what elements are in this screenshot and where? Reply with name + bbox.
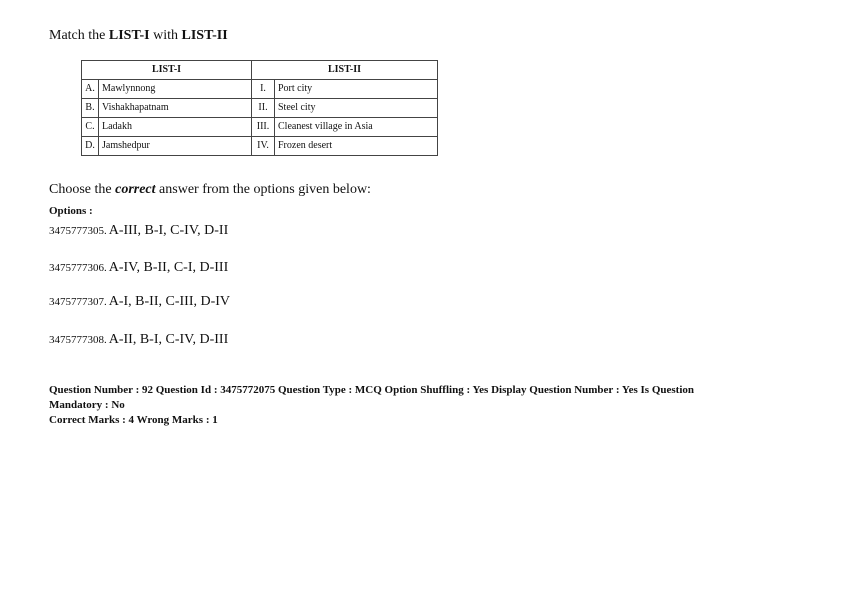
option-text: A-I, B-II, C-III, D-IV bbox=[108, 294, 231, 309]
option-3[interactable] bbox=[49, 292, 230, 310]
list1-item: Mawlynnong bbox=[99, 80, 252, 99]
list2-label: III. bbox=[252, 118, 275, 137]
list2-header: LIST-II bbox=[252, 61, 438, 80]
instruction-suffix: answer from the options given below: bbox=[155, 182, 371, 197]
instruction-text bbox=[49, 182, 371, 198]
list1-label: D. bbox=[82, 137, 99, 156]
heading-list1: LIST-I bbox=[108, 28, 150, 43]
option-text: A-IV, B-II, C-I, D-III bbox=[108, 260, 229, 275]
list1-header: LIST-I bbox=[82, 61, 252, 80]
list2-item: Steel city bbox=[275, 99, 438, 118]
heading-middle: with bbox=[149, 28, 182, 43]
list2-label: IV. bbox=[252, 137, 275, 156]
question-heading bbox=[49, 28, 228, 44]
option-2[interactable] bbox=[49, 258, 228, 276]
option-1[interactable] bbox=[49, 221, 228, 239]
option-text: A-II, B-I, C-IV, D-III bbox=[108, 332, 229, 347]
option-id: 3475777305. bbox=[49, 225, 107, 237]
question-meta-line1: Question Number : 92 Question Id : 3475772075 Question Type : MCQ Option Shuffling : Yes Display Question Number : Yes Is Question bbox=[49, 384, 694, 396]
options-label: Options : bbox=[49, 205, 93, 217]
list1-item: Vishakhapatnam bbox=[99, 99, 252, 118]
option-id: 3475777306. bbox=[49, 262, 107, 274]
instruction-prefix: Choose the bbox=[49, 182, 116, 197]
option-id: 3475777308. bbox=[49, 334, 107, 346]
list1-label: B. bbox=[82, 99, 99, 118]
instruction-emphasis: correct bbox=[115, 182, 156, 197]
heading-list2: LIST-II bbox=[181, 28, 228, 43]
list2-label: I. bbox=[252, 80, 275, 99]
table-row bbox=[82, 99, 438, 118]
marks-info: Correct Marks : 4 Wrong Marks : 1 bbox=[49, 414, 218, 426]
list2-item: Frozen desert bbox=[275, 137, 438, 156]
heading-prefix: Match the bbox=[49, 28, 109, 43]
table-row bbox=[82, 80, 438, 99]
table-row bbox=[82, 137, 438, 156]
table-row bbox=[82, 118, 438, 137]
list1-label: A. bbox=[82, 80, 99, 99]
list2-label: II. bbox=[252, 99, 275, 118]
list1-label: C. bbox=[82, 118, 99, 137]
option-text: A-III, B-I, C-IV, D-II bbox=[108, 223, 229, 238]
list2-item: Port city bbox=[275, 80, 438, 99]
list1-item: Jamshedpur bbox=[99, 137, 252, 156]
list2-item: Cleanest village in Asia bbox=[275, 118, 438, 137]
table-header-row bbox=[82, 61, 438, 80]
match-table bbox=[81, 60, 438, 156]
option-id: 3475777307. bbox=[49, 296, 107, 308]
list1-item: Ladakh bbox=[99, 118, 252, 137]
option-4[interactable] bbox=[49, 330, 228, 348]
question-meta-line2: Mandatory : No bbox=[49, 399, 125, 411]
